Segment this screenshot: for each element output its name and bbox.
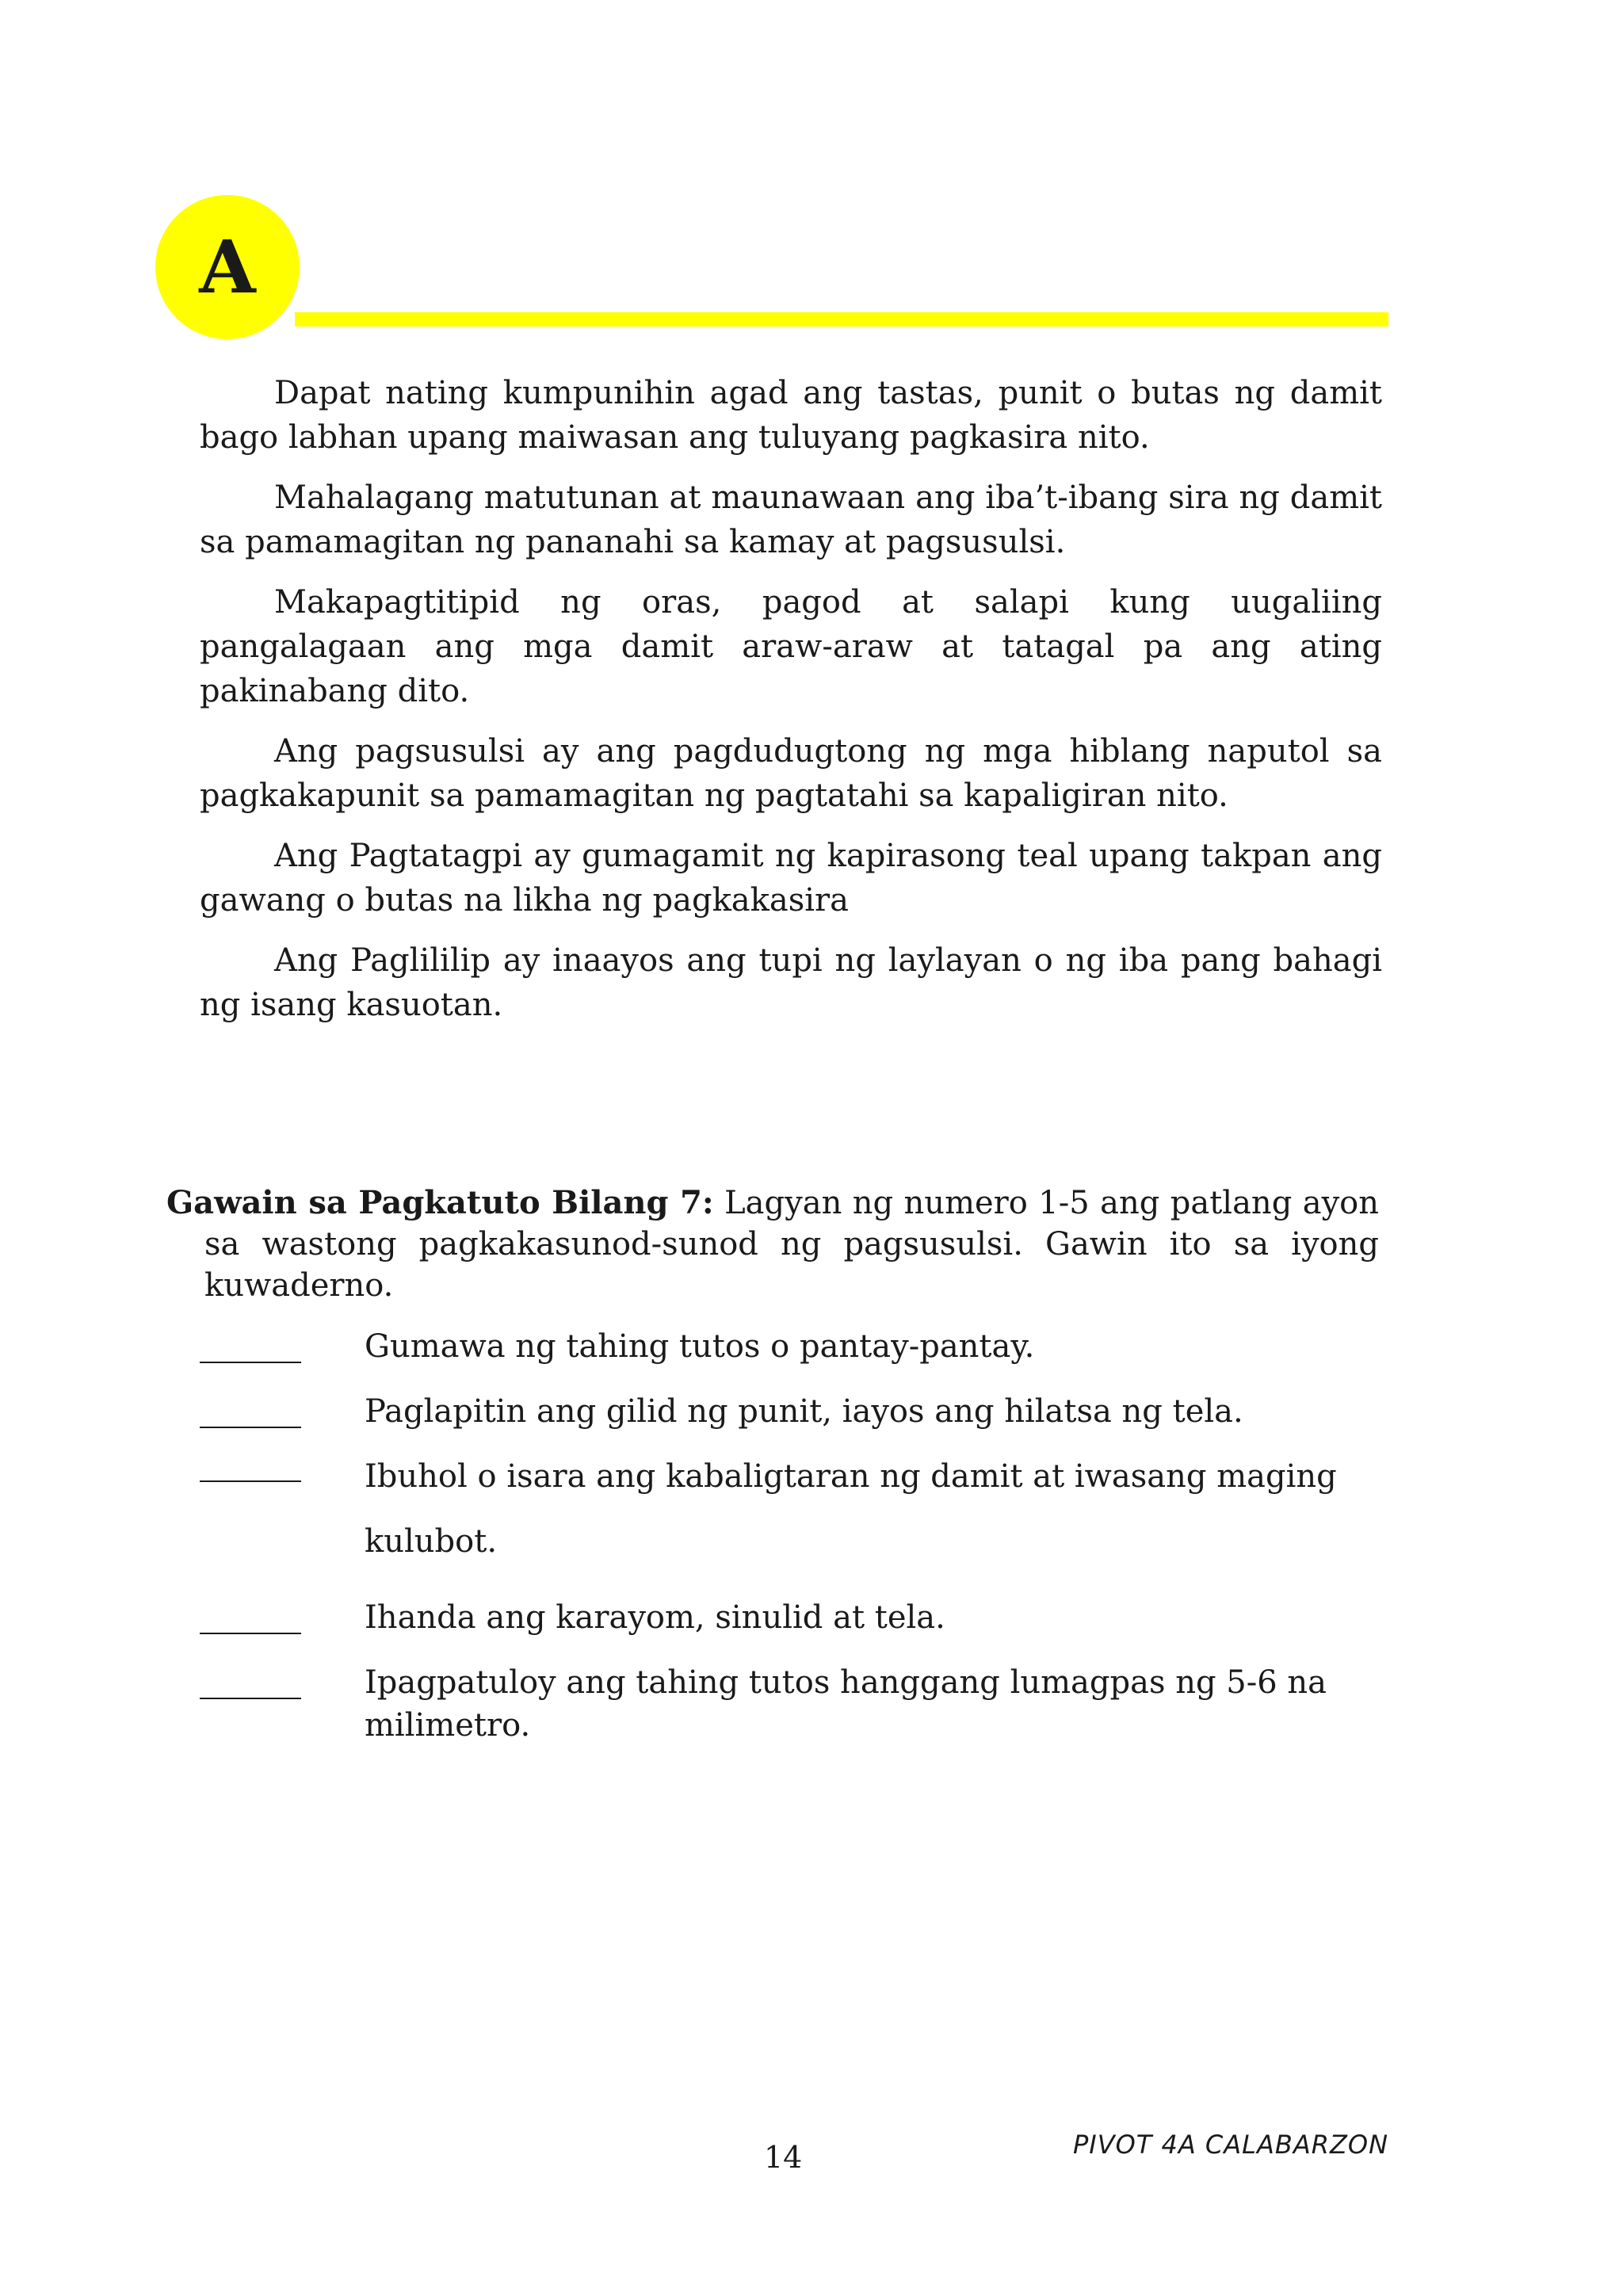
activity-instruction-text: Lagyan ng numero 1-5 ang patlang ayon sa wastong pagkakasunod-sunod ng pagsusulsi. Gawin ito sa iyong kuwaderno.: [204, 1185, 1380, 1304]
activity-item: [200, 1444, 1388, 1574]
lesson-paragraph: Mahalagang matutunan at maunawaan ang iba’t-ibang sira ng damit sa pamamagitan ng pananahi sa kamay at pagsusulsi.: [200, 479, 1382, 560]
activity-items: [200, 1325, 1388, 1769]
activity-item-text: Ipagpatuloy ang tahing tutos hanggang lumagpas ng 5-6 na milimetro.: [365, 1664, 1327, 1744]
answer-blank[interactable]: [200, 1480, 301, 1482]
lesson-paragraph: Ang pagsusulsi ay ang pagdudugtong ng mga hiblang naputol sa pagkakapunit sa pamamagitan ng pagtatahi sa kapaligiran nito.: [200, 733, 1382, 814]
lesson-body: [200, 371, 1382, 1043]
lesson-paragraph: Dapat nating kumpunihin agad ang tastas, punit o butas ng damit bago labhan upang maiwasan ang tuluyang pagkasira nito.: [200, 375, 1382, 456]
activity-item: [200, 1596, 1388, 1639]
activity-item: [200, 1390, 1388, 1433]
answer-blank[interactable]: [200, 1427, 301, 1428]
activity-title: Gawain sa Pagkatuto Bilang 7:: [166, 1184, 714, 1221]
activity-item: [200, 1325, 1388, 1368]
section-badge-letter: A: [199, 224, 256, 310]
lesson-paragraph: Ang Pagtatagpi ay gumagamit ng kapirasong teal upang takpan ang gawang o butas na likha ng pagkakasira: [200, 838, 1382, 919]
footer-brand: PIVOT 4A CALABARZON: [1072, 2130, 1388, 2160]
section-badge: [155, 195, 300, 339]
section-header-rule: [295, 312, 1388, 327]
answer-blank[interactable]: [200, 1633, 301, 1634]
activity-item-text: Ihanda ang karayom, sinulid at tela.: [365, 1599, 945, 1636]
activity-item-text: Paglapitin ang gilid ng punit, iayos ang hilatsa ng tela.: [365, 1393, 1243, 1430]
activity-instruction: [166, 1182, 1379, 1306]
activity-item-text: Ibuhol o isara ang kabaligtaran ng damit at iwasang maging kulubot.: [365, 1458, 1337, 1560]
lesson-paragraph: Ang Paglililip ay inaayos ang tupi ng laylayan o ng iba pang bahagi ng isang kasuotan.: [200, 942, 1382, 1023]
answer-blank[interactable]: [200, 1698, 301, 1699]
activity-section: [166, 1182, 1379, 1306]
lesson-paragraph: Makapagtitipid ng oras, pagod at salapi kung uugaliing pangalagaan ang mga damit araw-araw at tatagal pa ang ating pakinabang dito.: [200, 584, 1382, 709]
activity-item-text: Gumawa ng tahing tutos o pantay-pantay.: [365, 1328, 1035, 1365]
activity-item: [200, 1661, 1388, 1747]
answer-blank[interactable]: [200, 1362, 301, 1363]
page-number: 14: [764, 2140, 803, 2175]
